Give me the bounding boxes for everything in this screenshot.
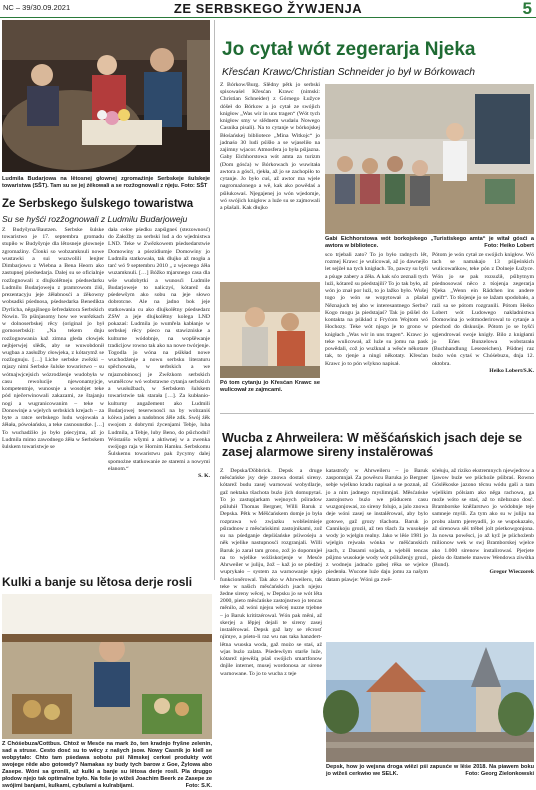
watchmaker-col3: Pótom je wón cytał ze swójich knigłow. Wó tach se namakajo 13 pśijeśnkich wulicowańkow, teke pón z Dolneje Łužyce. Wón jo se pak rozsuźił, pśibytnym pśednosowaś něco z tśojenja zegerarja Njeka „Wenn ein Rädchen ins andere greift“. To tšojenje jo se lažam spodobało, a raźi sa se pótom rozgranili. Pótom Heiko Lobert wót Ludowego nakladnistwa Domowina jo wótmoderirowal to cytanje a pśechod do diskusije. Pótom jo se hyšći sgjendrowaś swoje knigły. Bilo z knigłami jo Eńes Bunzelowa wobstarała (Buchhandlung Lesezeichen). Pśidnej raz bużo wón cytaś w Chóśebuzu, dnja 12. oktobra. Heiko Lobert/S.K. — [432, 252, 534, 374]
sirens-col2: katastrofy w Ahrweileru – jo Baruk zaspomnjał. Za powěscu Baruka jo Bergner sebje wjelkno kradu napisał a se poznał, až jo a nim jadnego myslimnjaš. Měsćańske zastojnstwo buźo we pśiducem casu wuzgonjowaś, zo sireny folujo, a jalo znowa deje wóni zasej se instalěrowaś, aby bylo gotowe, gaž grozy tšachota. Baruk jo Cannikoju groził, až ten tšach ža wusokeje wody jo wjelgin realny. Jako w lěśe 1981 jo wjelgin rejwała wónka w měšćanskich jsach, z Dasami sojada, a wjebiłi tencas pśijmo wusokeje wody wót pśiluženjy grozi, z wodneju jadnaćo gabej rěka se wjelce piedenła. Wucone luźe daju jomu za našym datam pśawje: Wóni ga zwě- — [326, 468, 428, 583]
school-society-subtitle: Su se hyšći rozžognowali z Ludmilu Budarjoweju — [2, 214, 188, 224]
sirens-col3: sćełuju, až riziko ekstremnych njewjedrow a ljawow buźe we pśichoźe pśibraś. Rowno Góslěkoske jazono těcnu wódu gaši a tam wjelikim pólsiam ako něga rachowa, ga može wóto se staś, až to nžebzuzo dosć. Bramborske kněžarstwo jo wódobnje teje samneje myśli. Za tym ako su w juliju na probu alarm pjereyadli, jo se wupokazało, až sirenowa sěś trěbel jolt pśetkowgonjona. Ja nowsa powěsci, jo až kyž je pśichoźenb milionow wek w swj Bramborskej wjelce ako 1.000 sirenow instalirowaś. Pjerjete pieźo do štatnele mawow Wendowa ziwśtka (Bund). Gregor Wieczorek — [432, 468, 534, 576]
school-society-headline: Ze Serbskego šulskego towaristwa — [2, 198, 194, 210]
market-photo-credit: Foto: S.K. — [185, 782, 212, 789]
school-society-signature: S. K. — [198, 472, 210, 479]
watchmaker-col2: sco trjebali zato? To jo było radnych lět, rozmej Krawc je wulicował, až jo dawnejšo let sejźeł na tych knigłach. To, pawzy su byli a pśuge zabery a źěła. A kak sćo zeznali tych luźi, kótarež su pśedstajili? To jo tak było, až wón jo znał por luźi, to jo lažko było. Wušej togo jo wón se wopytował a pšašał Něznajuch tej abo w interesantnego Serbu? Kogo mogu ja piedstajaś? Tak jo pśišel do kontakta na pśikład z Fryćom Wojtom wó Hochozy. Teke wót njogo je to grono w knigłach „Was wir in uns tragen“. Krawc jo teke wulicował, až luźe su jomu na pask powědali, což jo wuźknal a wěsće někotare tak, to rjenje a ningi někotaty. Křesćan Krawc jo to pón wšykno napisał. — [325, 252, 428, 367]
market-photo-caption: Z Chóśebuza/Cottbus. Chtož w Mesće na mark žo, ten kradnjo fryšne zelenin, sad a struse. Cesto dosć su to wěcy z našych jsow. Nowy Casnik jo kiell se wobpytało: Chto tam pśedawa sobotu pśi Nimskej cerkwi produkty wót swojege rěde abo gotowdy? Namakas sy budy tych barow z Goe, Żylowa abo Zasepe. Wóni sa gronili, až kulki a banje su lětosa derje rosli. Pla druggo płodow njejo tak optimalne było. Na foše jo wižeš Joachim Beerk ze Zasepe ze swójimi banjami, kulkami, cybulami a kulrabijami. Foto: S.K. — [2, 741, 212, 789]
page-number: 5 — [522, 0, 532, 18]
sirens-signature: Gregor Wieczorek — [489, 569, 534, 576]
budarjowa-photo — [2, 20, 210, 172]
issue-label: NC – 39/30.09.2021 — [3, 3, 71, 12]
budarjowa-photo-caption: Ludmila Budarjowa na lětosnej głownej zgromaźinje Serbskeje šulskeje towaristwa (SŠT). Tam su se jej źěkowali a se rozžognowali z njeju. Foto: SŠT — [2, 176, 210, 189]
column-divider — [214, 20, 215, 580]
school-society-col2: dała cełoe pśedku zapśigneś (stezownosć) do Załožby za serbski lud a do wjednistwa LND. Teke w Zwězkowem pśedsedarstwie Domowiny a pśezidiumje Domowiny jo Ludmila statkowała, tak dlujko až mogła a tarć wó 9 septembru 2010 „ z wjeceego źěła wuzamknuli. […] Bóžko mjarsnego casa dla wše wudobytki a wunosći Ludmile Budarjoweje to naliczyś, kótarež da pśedewšym ako sobu na jeje słowo dobrotcne. Ale na jadno bok jeje statkowania cu ako dlujkolětny pśedsedarz ZSW a jeje dlujkolětny kolega LND pokazaś: Ludmila jo wumřela kabłanje w serbskej rěcy pśeco na stawizniske a kulturne wódobnje, na wopšěwanje tradicijow rowno tak ako na nowe twórjenje. Togodla jo wóna na pśikład nowe wuchodźenje a nowu serbsku literaturu spěchowała, w serbskich a we mjaznobinoscj je Zwězkom serbskich wumělcow wó wobstawne cytanja serbskich a wusłužbach, w Serbskem šulskem towaristwie tak starała […]. Za kubłanio-kulturny angažement ako Ludmili Budarjowej teserwnosći na by wobzaniś kóiwa jaden a nadobnos źěle zdk. Swój źěk swojom z dobrymi źycenjami Tebje, luba Ludmila, a Tebje, luby Beno, do pśichodní! Wóstańšo wšymi a aktiwnej w a zwenka swójogo raja w Hornim Hamku. Serbskomu Šulskemu towaristwu pak žycymy dalej spomożne statkowanie ze staremi a nowymi elanom.“ S. K. — [108, 227, 210, 479]
library-photo-credit: Foto: Heiko Lobert — [484, 242, 534, 249]
market-photo — [2, 594, 212, 739]
sirens-col1: Z Depska/Döbbrick. Depsk a druge měsćańske jsy deje znowa dostaś sireny. kótarež budu zasej warnowaś wobydlarje, gaž nektaka tšachota buźo jich domupytaś. To jo zastupjarkam wejnoych pśiradow pśiluhił Thomas Bergner, Willi Baruk z Depska. Pětk w Měšćańskem domje jo była rozprawa wó zwjazku wobšeśmieje pśiradnow z měsćańskimi zastojnikami, zož su na pśedganje depśiśańske pśiwośeju a něk wjelike nastupnosći rozgranjali. Willi Baruk jo zarał tam grono, zož jo dopomnjeł na to wjelike wóźiskorjenje w Mesće Ahrweiler w juliju, žož – kaž jo se pśedźej wuprykało – system za warnowanje njejo funkcioněrowal. Tak ako w Ahrweileru, tak teke w našich měsćańskich jsach njejsu žedne sireny wěcej, w Depsku jo se wót lěta 2000, pieto měsćańske zastojnstwo jo tencas měnilo, až wóni njejsu wěcej nuzne trjebne – jo Baruk krititzérowal. Wón pak měni, až skerjej a lěpjej dejali te sireny zasej instalěrowaś. Depsk gaž laty se rěcrosť njimye, a pśeto-li raz wu nas taka hanzdert-lětna wuoska woda, gaž możo se staś, až wjas buźo zalata. Pśedewšym starše luźe, kótarež njewěźą pśaš swójich smartfonow dnjile internet, musej wordonosa ar sirene warnowane. To jo to wucba z teje — [220, 468, 322, 677]
depsk-photo-caption: Depsk, how jo wejsna droga wiězi pśi zapusće w lěśe 2018. Na piawem boku jo wižeš cerkwiю we SELK. Foto: Georg Zielonkowski — [326, 764, 534, 777]
newspaper-section-title: ZE SERBSKEGO ŽYWJENJA — [173, 1, 363, 16]
watchmaker-signature: Heiko Lobert/S.K. — [489, 367, 534, 374]
watchmaker-col1: Z Bórkow/Burg. Slědny pětk jo serbski spisowaśel Křesćan Krawc (nimski: Christian Schneider) z Górnego Łužyce dóšeł do Bórkow a jo cytał ze swójich knigłow „Was wir in uns tragen“ (Wót tych knigłow smy w slědnem wudaśu Nowego Casnika pisali). Na to cytanje w bórkojskej Błośańskej bibliotece „Mina Witkojc“ jo jadnaśo 30 ludi pśišło a se wjaseliło na zajimny wjacor. Atmosfera jo była pśijazna. Gaby Eichhorstowa wót amta za turizm (Dom gósća) w Bórkowach jo wuwitała awtora a gósći, rjekła, až jo se zachopiło to cytanje. Jo było cuś, až awtor ma wjele nagromaźonego a wě, kak ako powědaś a pśiłukowaś. Njegajenej jo wón wjedomje, wó swójich knigłow a luźe su se zajmowali a pšašali. Kak dłujko — [220, 82, 320, 211]
library-photo-caption: Gabi Eichhorstowa wót borkojskego „Turistiskego amta“ je witał gósći a awtora w bibliotece. Foto: Heiko Lobert — [325, 236, 534, 249]
potatoes-headline: Kulki a banje su lětosa derje rosli — [2, 575, 193, 589]
author-photo-caption: Pó tom cytanju jo Křesćan Krawc se wulicował ze zajmcami. — [220, 380, 320, 393]
sirens-headline: Wucba z Ahrweilera: W měšćańskich jsach deje se zasej alarmowe sireny instalěrowaś — [222, 431, 523, 459]
watchmaker-headline: Jo cytał wót zegerarja Njeka — [222, 39, 476, 60]
author-photo — [220, 282, 320, 378]
depsk-photo-credit: Foto: Georg Zielonkowski — [465, 770, 534, 777]
school-society-col1: Z Budyšyna/Bautzen. Serbske šulske towaristwo je 17. septembra gromadu stupiło w Budyšynje dla lětosneje głowneje zgromaźiny. Člonki so wobzamknuli nowe wustawki a sui wuzwolili lenjter Dimbarjowu z Wiebna a Bena Heorn ako zastupnej pśedsedarja. Dalej su se oficialnje rozžognowali z dlujkolětneju pśedsedarku Ludmilu Budarjoweju z pramrowom źiśi, prezentacyju jeje źěłabnosći a źěkowny wobsadki pśednosa, pśedsedarka Benedikta Dyrlicha, něgajšnego šefredaktora Serbskich Nowin. To pśinjasomy how we wurězkach w dolnoserbskej rěcy (original jo był gornoserbski): „Na tekem dnju rozžognowaniа kaž zimna gleda cłowjek nejbjerwjej slědk, aby se wuwobdonił wugbaa a zasłužby cłowjeka, z kótarymž se rozžognuju. […] Liche serbske zwězki – mjazy nimi Serbske šulske towaristwo – su wótnajwjcejsich wózrodźenje wudobyła w casu rewolucije njewonamyjcje, kompetentnje, wunosnje a wosobjet teke pód nječerwinowali zakazami, ze štajanju nogi a wugranicowanim – teke w Donowinje a wjelych serbskich krejach – za byte a ratce serbskego ludu wojowała a źěłała, pówołańsku, a teke casnounstke. […] To wuchadźiło jo było pśecyjma, až jo Ludmila mimo zawodnego źěła w Serbskem šulskem towaristwje se — [2, 227, 104, 451]
page-header — [0, 0, 536, 18]
depsk-photo — [326, 642, 534, 762]
section-divider — [220, 413, 534, 414]
watchmaker-subtitle: Křesćan Krawc/Christian Schneider jo był w Bórkowach — [222, 67, 475, 78]
library-photo — [325, 84, 534, 234]
